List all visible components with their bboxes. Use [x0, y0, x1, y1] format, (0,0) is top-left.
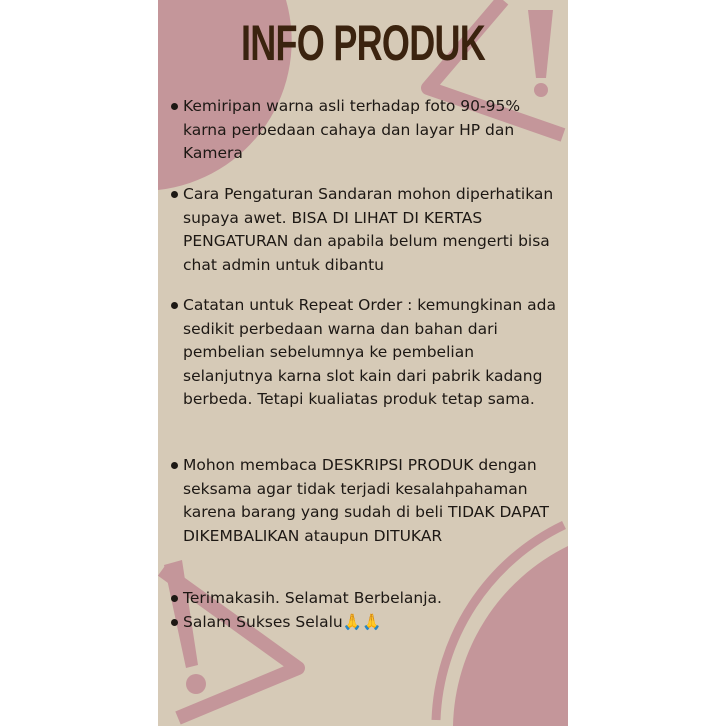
page-title: INFO PRODUK: [240, 15, 486, 71]
top-exclamation-icon: [528, 10, 553, 78]
bottom-right-circle: [453, 546, 568, 726]
list-item: Catatan untuk Repeat Order : kemungkinan ada sedikit perbedaan warna dan bahan dari pembelian sebelumnya ke pembelian selanjutnya karna slot kain dari pabrik kadang berbeda. Tetapi kualiatas produk tetap sama.: [183, 294, 563, 412]
info-card: [158, 0, 568, 726]
list-item: Mohon membaca DESKRIPSI PRODUK dengan seksama agar tidak terjadi kesalahpahaman karena barang yang sudah di beli TIDAK DAPAT DIKEMBALIKAN ataupun DITUKAR: [183, 454, 563, 548]
bottom-exclamation-dot: [186, 674, 206, 694]
list-item: Terimakasih. Selamat Berbelanja.: [183, 587, 563, 611]
list-item: Kemiripan warna asli terhadap foto 90-95% karna perbedaan cahaya dan layar HP dan Kamera: [183, 95, 563, 166]
list-item: Cara Pengaturan Sandaran mohon diperhatikan supaya awet. BISA DI LIHAT DI KERTAS PENGATURAN dan apabila belum mengerti bisa chat admin untuk dibantu: [183, 183, 563, 277]
list-item: Salam Sukses Selalu🙏🙏: [183, 611, 563, 635]
